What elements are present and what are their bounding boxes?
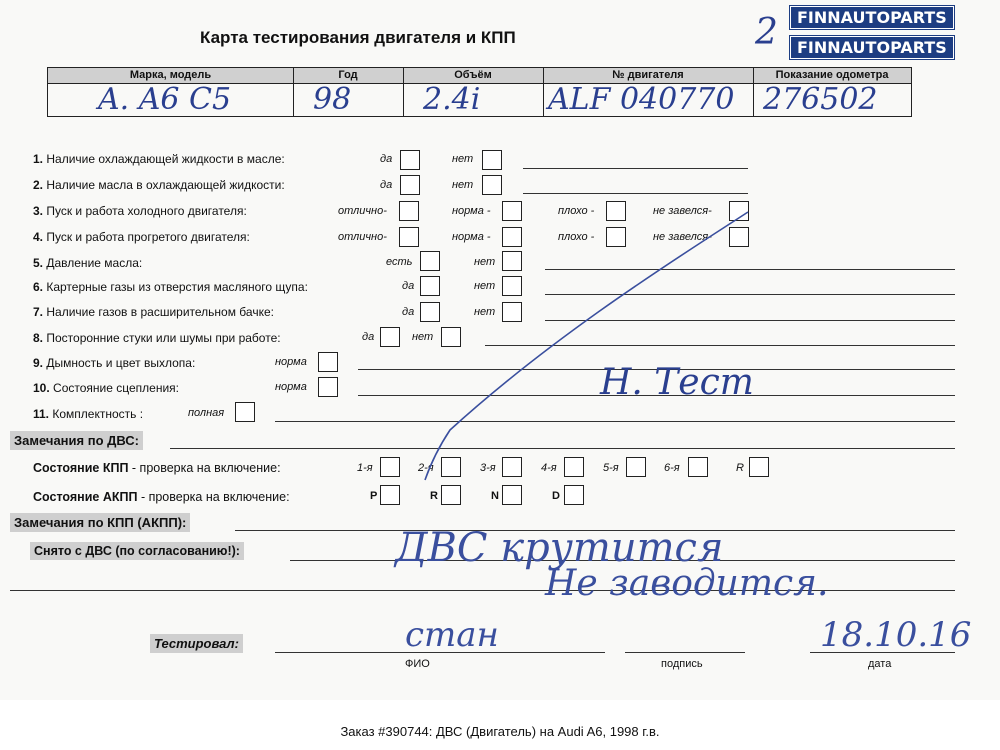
question-4: 4. Пуск и работа прогретого двигателя: [33,230,250,244]
handwritten-removed-line-2: Не заводится. [545,563,829,604]
option-label-bad: плохо - [558,205,595,217]
option-label-normal: норма [275,381,307,393]
option-label-no: нет [474,256,496,268]
page-title: Карта тестирования двигателя и КПП [200,28,516,47]
value-odometer: 276502 [763,82,878,117]
option-label-not-started: не завелся- [653,231,712,243]
option-label-yes: да [402,280,415,292]
column-header-odometer: Показание одометра [775,69,889,81]
column-header-volume: Объём [454,69,492,81]
fio-label: ФИО [405,658,430,670]
option-label-yes: да [380,179,393,191]
option-label-excellent: отлично- [338,231,387,243]
gear-label-4: 4-я [541,462,557,474]
option-label-excellent: отлично- [338,205,387,217]
option-label-not-started: не завелся- [653,205,712,217]
option-label-yes: да [402,306,415,318]
gear-label-d: D [552,490,560,502]
gear-label-n: N [491,490,499,502]
signature-label: подпись [661,658,703,670]
question-5: 5. Давление масла: [33,256,143,270]
option-label-no: нет [452,153,474,165]
question-2: 2. Наличие масла в охлаждающей жидкости: [33,178,285,192]
option-label-complete: полная [188,407,225,419]
gear-label-r: R [736,462,744,474]
question-10: 10. Состояние сцепления: [33,381,179,395]
gear-label-akpp-r: R [430,490,438,502]
option-label-present: есть [386,256,413,268]
option-label-yes: да [362,331,375,343]
kpp-remarks-heading: Замечания по КПП (АКПП): [10,513,190,532]
question-3: 3. Пуск и работа холодного двигателя: [33,204,247,218]
corner-number: 2 [755,12,778,53]
gear-label-3: 3-я [480,462,496,474]
gear-label-2: 2-я [418,462,434,474]
option-label-normal: норма - [452,231,491,243]
akpp-check-label: Состояние АКПП - проверка на включение: [33,490,290,504]
option-label-bad: плохо - [558,231,595,243]
question-8: 8. Посторонние стуки или шумы при работе: [33,331,281,345]
handwritten-removed-line-1: ДВС крутится [395,525,724,571]
value-model: A. A6 C5 [98,82,232,117]
gear-label-p: P [370,490,378,502]
option-label-normal: норма [275,356,307,368]
removed-from-engine-heading: Снято с ДВС (по согласованию!): [30,542,244,560]
gear-label-1: 1-я [357,462,373,474]
handwritten-note-test: Н. Тест [600,362,754,403]
date-label: дата [868,658,892,670]
gear-label-6: 6-я [664,462,680,474]
value-year: 98 [313,82,352,117]
value-engine-number: ALF 040770 [548,82,735,117]
question-7: 7. Наличие газов в расширительном бачке: [33,305,274,319]
question-6: 6. Картерные газы из отверстия масляного щупа: [33,280,308,294]
tested-by-label: Тестировал: [150,634,243,653]
engine-remarks-heading: Замечания по ДВС: [10,431,143,450]
option-label-no: нет [474,306,496,318]
question-11: 11. Комплектность : [33,407,144,421]
question-1: 1. Наличие охлаждающей жидкости в масле: [33,152,285,166]
option-label-no: нет [452,179,474,191]
handwritten-date: 18.10.16 [820,615,972,655]
watermark-logo-1: FINNAUTOPARTS [790,6,954,29]
gear-label-5: 5-я [603,462,619,474]
order-caption: Заказ #390744: ДВС (Двигатель) на Audi A6, 1998 г.в. [340,724,660,739]
handwritten-name: стан [405,615,499,655]
option-label-normal: норма - [452,205,491,217]
option-label-no: нет [412,331,434,343]
option-label-no: нет [474,280,496,292]
question-9: 9. Дымность и цвет выхлопа: [33,356,196,370]
column-header-model: Марка, модель [129,69,212,81]
column-header-year: Год [338,69,358,81]
option-label-yes: да [380,153,393,165]
watermark-logo-2: FINNAUTOPARTS [790,36,954,59]
kpp-check-label: Состояние КПП - проверка на включение: [33,461,281,475]
value-volume: 2.4i [423,82,481,117]
column-header-engine-number: № двигателя [612,69,684,81]
